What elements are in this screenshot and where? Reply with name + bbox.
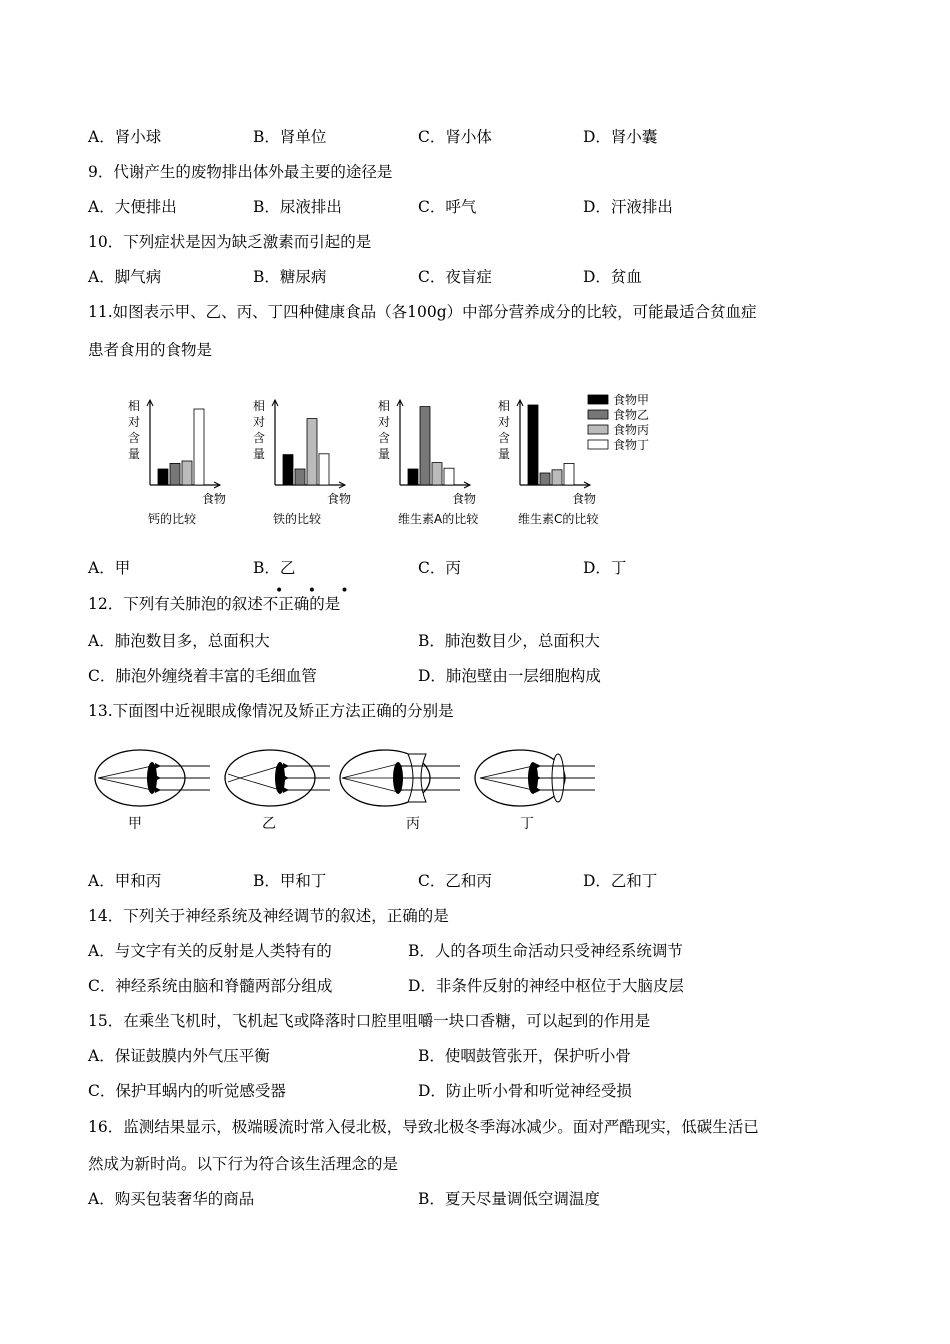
bar-1 xyxy=(528,405,538,485)
legend-swatch-3 xyxy=(588,425,608,434)
chart-title: 维生素C的比较 xyxy=(518,512,599,526)
q10-option-c: C．夜盲症 xyxy=(418,268,492,286)
y-axis-label-char: 量 xyxy=(253,447,266,461)
q15-option-b: B．使咽鼓管张开，保护听小骨 xyxy=(418,1047,631,1065)
q15-option-c: C．保护耳蜗内的听觉感受器 xyxy=(88,1082,286,1100)
bar-1 xyxy=(283,455,293,485)
x-axis-label: 食物 xyxy=(572,492,597,506)
bar-2 xyxy=(295,469,305,485)
q16-stem-line2: 然成为新时尚。以下行为符合该生活理念的是 xyxy=(88,1155,399,1173)
q9-option-c: C．呼气 xyxy=(418,198,477,216)
q15-option-a: A．保证鼓膜内外气压平衡 xyxy=(88,1047,270,1065)
legend-label-2: 食物乙 xyxy=(613,408,650,422)
y-axis-label-char: 对 xyxy=(498,415,511,429)
emphasis-dots: • • • xyxy=(275,583,359,599)
q15-stem: 15．在乘坐飞机时，飞机起飞或降落时口腔里咀嚼一块口香糖，可以起到的作用是 xyxy=(88,1012,651,1030)
chart-title: 铁的比较 xyxy=(273,512,322,526)
eye-label-yi: 乙 xyxy=(262,816,276,832)
y-axis-label-char: 量 xyxy=(498,447,511,461)
q13-option-b: B．甲和丁 xyxy=(253,872,327,890)
q9-stem: 9．代谢产生的废物排出体外最主要的途径是 xyxy=(88,163,393,181)
chart-title: 钙的比较 xyxy=(148,512,197,526)
bar-4 xyxy=(444,468,454,485)
legend-swatch-4 xyxy=(588,440,608,449)
bar-4 xyxy=(319,454,329,485)
q11-option-c: C．丙 xyxy=(418,559,461,577)
y-axis-label-char: 量 xyxy=(128,447,141,461)
q14-option-c: C．神经系统由脑和脊髓两部分组成 xyxy=(88,977,333,995)
q8-option-c: C．肾小体 xyxy=(418,128,492,146)
q9-option-b: B．尿液排出 xyxy=(253,198,342,216)
q11-option-b: B．乙 xyxy=(253,559,296,577)
x-axis-label: 食物 xyxy=(327,492,352,506)
eye-diagram-bing xyxy=(340,750,460,806)
q11-stem-line2: 患者食用的食物是 xyxy=(88,341,213,359)
legend-swatch-1 xyxy=(588,395,608,404)
bar-3 xyxy=(432,463,442,485)
legend-label-3: 食物丙 xyxy=(613,423,650,437)
y-axis-label-char: 含 xyxy=(378,431,391,445)
eye-diagram-ding xyxy=(475,750,595,806)
bar-1 xyxy=(158,469,168,485)
q14-option-b: B．人的各项生命活动只受神经系统调节 xyxy=(408,942,683,960)
q10-stem: 10．下列症状是因为缺乏激素而引起的是 xyxy=(88,233,372,251)
q9-option-d: D．汗液排出 xyxy=(583,198,673,216)
eye-label-jia: 甲 xyxy=(128,816,142,832)
q12-option-c: C．肺泡外缠绕着丰富的毛细血管 xyxy=(88,667,317,685)
q14-option-d: D．非条件反射的神经中枢位于大脑皮层 xyxy=(408,977,684,995)
y-axis-label-char: 对 xyxy=(378,415,391,429)
y-axis-label-char: 相 xyxy=(253,399,266,413)
x-axis-label: 食物 xyxy=(202,492,227,506)
q12-stem-pre: 12．下列有关肺泡的叙述 xyxy=(88,595,263,613)
q13-stem: 13.下面图中近视眼成像情况及矫正方法正确的分别是 xyxy=(88,702,454,720)
q12-option-b: B．肺泡数目少，总面积大 xyxy=(418,632,600,650)
legend-label-1: 食物甲 xyxy=(613,393,650,407)
q13-option-d: D．乙和丁 xyxy=(583,872,658,890)
myopia-eye-diagrams xyxy=(90,740,610,840)
y-axis-label-char: 相 xyxy=(128,399,141,413)
eye-diagram-yi xyxy=(225,750,330,806)
nutrient-bar-charts xyxy=(110,385,670,535)
eye-label-ding: 丁 xyxy=(520,816,534,832)
q11-option-d: D．丁 xyxy=(583,559,627,577)
bar-4 xyxy=(564,463,574,485)
q12-option-d: D．肺泡壁由一层细胞构成 xyxy=(418,667,601,685)
bar-4 xyxy=(194,409,204,485)
y-axis-label-char: 含 xyxy=(498,431,511,445)
bar-1 xyxy=(408,469,418,485)
y-axis-label-char: 对 xyxy=(253,415,266,429)
q12-stem-emphasis: 不正确 xyxy=(262,595,310,613)
legend-swatch-2 xyxy=(588,410,608,419)
y-axis-label-char: 含 xyxy=(128,431,141,445)
chart-title: 维生素A的比较 xyxy=(398,512,479,526)
q11-option-a: A．甲 xyxy=(88,559,131,577)
y-axis-label-char: 对 xyxy=(128,415,141,429)
q15-option-d: D．防止听小骨和听觉神经受损 xyxy=(418,1082,632,1100)
y-axis-label-char: 含 xyxy=(253,431,266,445)
q8-option-b: B．肾单位 xyxy=(253,128,327,146)
q14-option-a: A．与文字有关的反射是人类特有的 xyxy=(88,942,332,960)
q16-option-a: A．购买包装奢华的商品 xyxy=(88,1190,255,1208)
x-axis-label: 食物 xyxy=(452,492,477,506)
bar-2 xyxy=(420,407,430,485)
q14-stem: 14．下列关于神经系统及神经调节的叙述，正确的是 xyxy=(88,907,449,925)
q10-option-a: A．脚气病 xyxy=(88,268,162,286)
q16-stem-line1: 16．监测结果显示，极端暖流时常入侵北极，导致北极冬季海冰减少。面对严酷现实，低碳生活已 xyxy=(88,1118,759,1136)
q10-option-d: D．贫血 xyxy=(583,268,642,286)
eye-diagram-jia xyxy=(95,750,210,806)
q12-option-a: A．肺泡数目多，总面积大 xyxy=(88,632,270,650)
y-axis-label-char: 量 xyxy=(378,447,391,461)
bar-2 xyxy=(540,473,550,485)
q11-stem-line1: 11.如图表示甲、乙、丙、丁四种健康食品（各100g）中部分营养成分的比较，可能最适合贫血症 xyxy=(88,303,757,321)
q8-option-a: A．肾小球 xyxy=(88,128,162,146)
bar-3 xyxy=(182,461,192,485)
q9-option-a: A．大便排出 xyxy=(88,198,177,216)
y-axis-label-char: 相 xyxy=(498,399,511,413)
bar-2 xyxy=(170,463,180,485)
eye-label-bing: 丙 xyxy=(406,816,420,832)
q12-stem-post: 的是 xyxy=(309,595,341,613)
q16-option-b: B．夏天尽量调低空调温度 xyxy=(418,1190,600,1208)
legend-label-4: 食物丁 xyxy=(613,438,650,452)
q13-option-c: C．乙和丙 xyxy=(418,872,492,890)
q8-option-d: D．肾小囊 xyxy=(583,128,658,146)
q13-option-a: A．甲和丙 xyxy=(88,872,162,890)
q10-option-b: B．糖尿病 xyxy=(253,268,327,286)
y-axis-label-char: 相 xyxy=(378,399,391,413)
bar-3 xyxy=(307,419,317,485)
bar-3 xyxy=(552,470,562,485)
